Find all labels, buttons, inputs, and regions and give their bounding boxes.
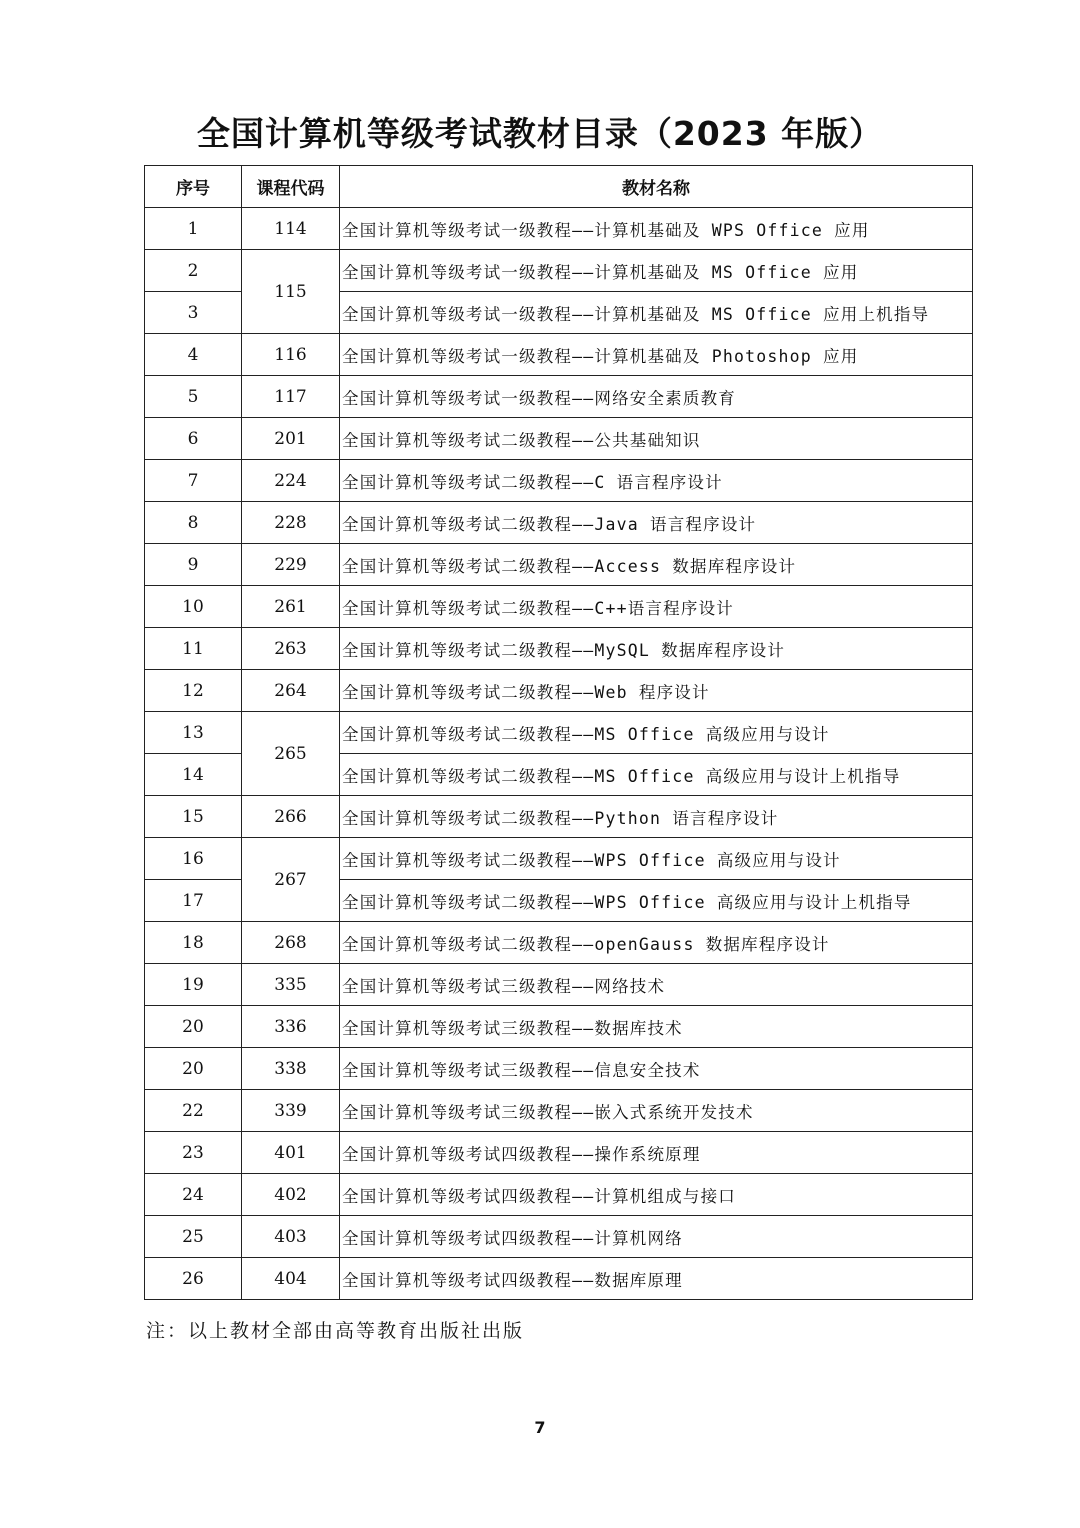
table-row	[145, 712, 973, 754]
textbook-name-cell: 全国计算机等级考试二级教程——Java 语言程序设计	[340, 502, 973, 544]
textbook-name-cell: 全国计算机等级考试四级教程——计算机组成与接口	[340, 1174, 973, 1216]
course-code-cell: 224	[242, 460, 340, 502]
textbook-name-cell: 全国计算机等级考试二级教程——公共基础知识	[340, 418, 973, 460]
seq-cell: 5	[145, 376, 242, 418]
course-code-cell: 267	[242, 838, 340, 922]
table-row	[145, 922, 973, 964]
table-row	[145, 334, 973, 376]
footnote: 注：以上教材全部由高等教育出版社出版	[146, 1320, 525, 1342]
textbook-name-cell: 全国计算机等级考试四级教程——操作系统原理	[340, 1132, 973, 1174]
table-row	[145, 670, 973, 712]
seq-cell: 14	[145, 754, 242, 796]
textbook-name-cell: 全国计算机等级考试二级教程——MySQL 数据库程序设计	[340, 628, 973, 670]
textbook-name-cell: 全国计算机等级考试三级教程——数据库技术	[340, 1006, 973, 1048]
course-code-cell: 201	[242, 418, 340, 460]
course-code-cell: 338	[242, 1048, 340, 1090]
textbook-name-cell: 全国计算机等级考试三级教程——网络技术	[340, 964, 973, 1006]
header-course-code: 课程代码	[242, 166, 340, 208]
textbook-name-cell: 全国计算机等级考试一级教程——计算机基础及 WPS Office 应用	[340, 208, 973, 250]
seq-cell: 1	[145, 208, 242, 250]
table-row	[145, 838, 973, 880]
page-title: 全国计算机等级考试教材目录（2023 年版）	[196, 114, 884, 153]
textbook-name-cell: 全国计算机等级考试四级教程——计算机网络	[340, 1216, 973, 1258]
course-code-cell: 116	[242, 334, 340, 376]
seq-cell: 15	[145, 796, 242, 838]
course-code-cell: 228	[242, 502, 340, 544]
seq-cell: 17	[145, 880, 242, 922]
table-header-row	[145, 166, 973, 208]
seq-cell: 23	[145, 1132, 242, 1174]
header-seq: 序号	[145, 166, 242, 208]
table-row	[145, 544, 973, 586]
course-code-cell: 115	[242, 250, 340, 334]
textbook-name-cell: 全国计算机等级考试三级教程——嵌入式系统开发技术	[340, 1090, 973, 1132]
seq-cell: 20	[145, 1048, 242, 1090]
seq-cell: 8	[145, 502, 242, 544]
seq-cell: 25	[145, 1216, 242, 1258]
textbook-name-cell: 全国计算机等级考试一级教程——网络安全素质教育	[340, 376, 973, 418]
course-code-cell: 335	[242, 964, 340, 1006]
seq-cell: 19	[145, 964, 242, 1006]
page-number: 7	[534, 1418, 546, 1437]
course-code-cell: 114	[242, 208, 340, 250]
course-code-cell: 402	[242, 1174, 340, 1216]
seq-cell: 18	[145, 922, 242, 964]
course-code-cell: 229	[242, 544, 340, 586]
course-code-cell: 264	[242, 670, 340, 712]
seq-cell: 11	[145, 628, 242, 670]
course-code-cell: 266	[242, 796, 340, 838]
course-code-cell: 403	[242, 1216, 340, 1258]
seq-cell: 22	[145, 1090, 242, 1132]
seq-cell: 26	[145, 1258, 242, 1300]
table-row	[145, 376, 973, 418]
course-code-cell: 404	[242, 1258, 340, 1300]
course-code-cell: 268	[242, 922, 340, 964]
header-textbook-name: 教材名称	[340, 166, 973, 208]
course-code-cell: 265	[242, 712, 340, 796]
textbook-name-cell: 全国计算机等级考试二级教程——openGauss 数据库程序设计	[340, 922, 973, 964]
seq-cell: 12	[145, 670, 242, 712]
table-row	[145, 460, 973, 502]
seq-cell: 6	[145, 418, 242, 460]
table-row	[145, 586, 973, 628]
course-code-cell: 117	[242, 376, 340, 418]
seq-cell: 13	[145, 712, 242, 754]
seq-cell: 20	[145, 1006, 242, 1048]
table-row	[145, 1090, 973, 1132]
table-row	[145, 796, 973, 838]
seq-cell: 2	[145, 250, 242, 292]
textbook-name-cell: 全国计算机等级考试二级教程——Access 数据库程序设计	[340, 544, 973, 586]
textbook-name-cell: 全国计算机等级考试二级教程——MS Office 高级应用与设计	[340, 712, 973, 754]
table-row	[145, 964, 973, 1006]
table-row	[145, 1048, 973, 1090]
table-row	[145, 1132, 973, 1174]
course-code-cell: 339	[242, 1090, 340, 1132]
course-code-cell: 263	[242, 628, 340, 670]
seq-cell: 3	[145, 292, 242, 334]
table-row	[145, 1258, 973, 1300]
textbook-name-cell: 全国计算机等级考试二级教程——WPS Office 高级应用与设计上机指导	[340, 880, 973, 922]
course-code-cell: 336	[242, 1006, 340, 1048]
seq-cell: 9	[145, 544, 242, 586]
textbook-name-cell: 全国计算机等级考试一级教程——计算机基础及 Photoshop 应用	[340, 334, 973, 376]
table-row	[145, 250, 973, 292]
textbook-name-cell: 全国计算机等级考试二级教程——WPS Office 高级应用与设计	[340, 838, 973, 880]
table-row	[145, 502, 973, 544]
seq-cell: 10	[145, 586, 242, 628]
textbook-name-cell: 全国计算机等级考试二级教程——MS Office 高级应用与设计上机指导	[340, 754, 973, 796]
textbook-name-cell: 全国计算机等级考试二级教程——C 语言程序设计	[340, 460, 973, 502]
seq-cell: 4	[145, 334, 242, 376]
seq-cell: 24	[145, 1174, 242, 1216]
table-row	[145, 628, 973, 670]
seq-cell: 7	[145, 460, 242, 502]
textbook-name-cell: 全国计算机等级考试四级教程——数据库原理	[340, 1258, 973, 1300]
seq-cell: 16	[145, 838, 242, 880]
course-code-cell: 401	[242, 1132, 340, 1174]
table-row	[145, 1216, 973, 1258]
textbook-name-cell: 全国计算机等级考试二级教程——Python 语言程序设计	[340, 796, 973, 838]
textbook-name-cell: 全国计算机等级考试二级教程——Web 程序设计	[340, 670, 973, 712]
course-code-cell: 261	[242, 586, 340, 628]
table-row	[145, 208, 973, 250]
textbook-name-cell: 全国计算机等级考试三级教程——信息安全技术	[340, 1048, 973, 1090]
table-row	[145, 418, 973, 460]
textbook-name-cell: 全国计算机等级考试二级教程——C++语言程序设计	[340, 586, 973, 628]
table-row	[145, 1174, 973, 1216]
textbook-name-cell: 全国计算机等级考试一级教程——计算机基础及 MS Office 应用	[340, 250, 973, 292]
table-row	[145, 1006, 973, 1048]
textbook-table	[144, 165, 973, 1300]
textbook-name-cell: 全国计算机等级考试一级教程——计算机基础及 MS Office 应用上机指导	[340, 292, 973, 334]
